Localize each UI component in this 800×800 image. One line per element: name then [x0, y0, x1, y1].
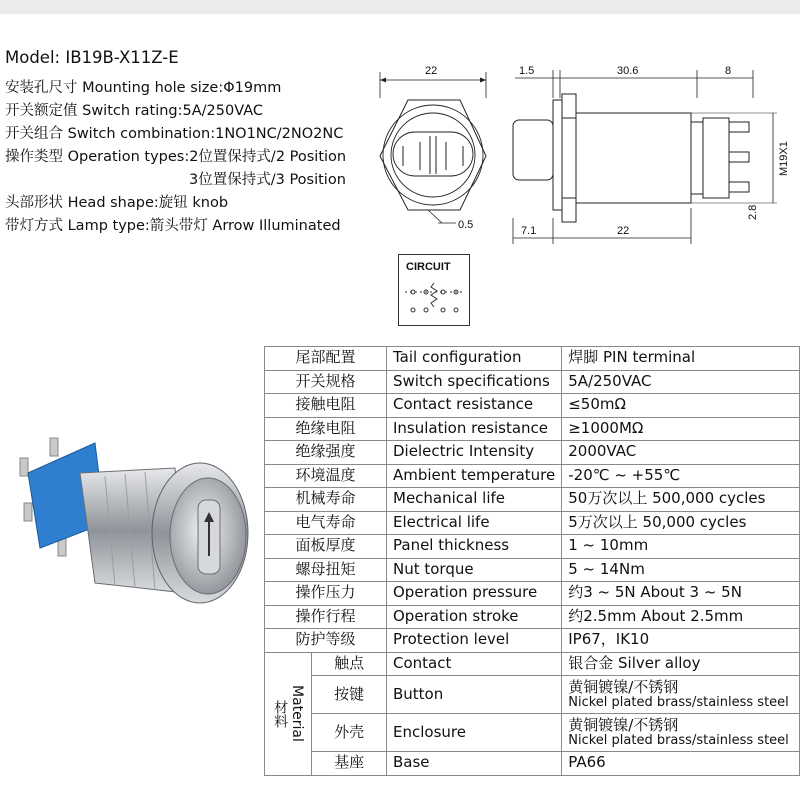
circuit-label: CIRCUIT — [406, 261, 451, 273]
table-row — [265, 394, 800, 418]
row-value: IP67，IK10 — [562, 629, 800, 653]
row-value: -20℃ ~ +55℃ — [562, 464, 800, 488]
row-label-en: Operation stroke — [387, 605, 562, 629]
row-value: 焊脚 PIN terminal — [562, 347, 800, 371]
row-label-cn: 绝缘电阻 — [265, 417, 387, 441]
table-row — [265, 535, 800, 559]
dim-side-body: 30.6 — [617, 65, 639, 77]
row-label-cn: 尾部配置 — [265, 347, 387, 371]
table-row — [265, 605, 800, 629]
row-label-cn: 防护等级 — [265, 629, 387, 653]
row-value: 5 ~ 14Nm — [562, 558, 800, 582]
material-value-en: Nickel plated brass/stainless steel — [568, 732, 789, 748]
material-row — [265, 714, 800, 752]
spec-combination: 开关组合 Switch combination:1NO1NC/2NO2NC — [5, 126, 344, 142]
material-value: 银合金 Silver alloy — [562, 652, 800, 676]
table-row — [265, 441, 800, 465]
table-row — [265, 488, 800, 512]
row-label-en: Mechanical life — [387, 488, 562, 512]
dim-head-length: 7.1 — [521, 225, 537, 237]
material-label-cn: 触点 — [312, 652, 387, 676]
material-value: PA66 — [562, 752, 800, 776]
spec-lamp: 带灯方式 Lamp type:箭头带灯 Arrow Illuminated — [5, 218, 341, 234]
material-row — [265, 676, 800, 714]
table-row — [265, 417, 800, 441]
row-value: 约3 ~ 5N About 3 ~ 5N — [562, 582, 800, 606]
row-label-cn: 操作压力 — [265, 582, 387, 606]
material-value-cn: 黄铜镀镍/不锈钢 — [568, 715, 679, 734]
table-row — [265, 629, 800, 653]
material-label-cn: 外壳 — [312, 714, 387, 752]
spec-rating: 开关额定值 Switch rating:5A/250VAC — [5, 103, 263, 119]
material-group-en: Material — [288, 685, 305, 742]
row-label-cn: 面板厚度 — [265, 535, 387, 559]
table-row — [265, 511, 800, 535]
spec-operation-cont: 3位置保持式/3 Position — [189, 172, 346, 188]
row-value: ≥1000MΩ — [562, 417, 800, 441]
dim-thread: M19X1 — [778, 141, 790, 176]
material-label-cn: 按键 — [312, 676, 387, 714]
dim-front-width: 22 — [425, 65, 438, 77]
row-label-en: Insulation resistance — [387, 417, 562, 441]
row-label-en: Ambient temperature — [387, 464, 562, 488]
front-view-drawing — [368, 58, 498, 253]
model-title: Model: IB19B-X11Z-E — [5, 48, 179, 67]
material-value — [562, 714, 800, 752]
row-label-en: Electrical life — [387, 511, 562, 535]
row-label-cn: 螺母扭矩 — [265, 558, 387, 582]
row-value: 5万次以上 50,000 cycles — [562, 511, 800, 535]
spec-operation: 操作类型 Operation types:2位置保持式/2 Position — [5, 149, 347, 165]
row-label-cn: 操作行程 — [265, 605, 387, 629]
material-value — [562, 676, 800, 714]
material-row — [265, 752, 800, 776]
row-label-en: Dielectric Intensity — [387, 441, 562, 465]
row-label-cn: 绝缘强度 — [265, 441, 387, 465]
circuit-diagram — [398, 254, 470, 326]
material-row — [265, 652, 800, 676]
side-view-drawing — [505, 58, 800, 253]
row-label-en: Operation pressure — [387, 582, 562, 606]
row-value: 5A/250VAC — [562, 370, 800, 394]
table-row — [265, 464, 800, 488]
material-label-en: Contact — [387, 652, 562, 676]
spec-mounting: 安装孔尺寸 Mounting hole size:Φ19mm — [5, 80, 282, 96]
row-label-cn: 环境温度 — [265, 464, 387, 488]
dim-side-terminal: 8 — [725, 65, 732, 77]
material-group-label — [265, 652, 312, 775]
table-row — [265, 558, 800, 582]
material-value-en: Nickel plated brass/stainless steel — [568, 694, 789, 710]
row-label-en: Nut torque — [387, 558, 562, 582]
material-label-en: Base — [387, 752, 562, 776]
row-value: ≤50mΩ — [562, 394, 800, 418]
row-label-cn: 机械寿命 — [265, 488, 387, 512]
material-label-en: Button — [387, 676, 562, 714]
row-label-en: Tail configuration — [387, 347, 562, 371]
row-value: 约2.5mm About 2.5mm — [562, 605, 800, 629]
row-label-en: Contact resistance — [387, 394, 562, 418]
material-group-cn: 材料 — [272, 699, 289, 728]
spec-head: 头部形状 Head shape:旋钮 knob — [5, 195, 229, 211]
dim-front-offset: 0.5 — [458, 219, 474, 231]
material-label-en: Enclosure — [387, 714, 562, 752]
row-value: 2000VAC — [562, 441, 800, 465]
dim-terminal-gap: 2.8 — [747, 204, 759, 220]
table-row — [265, 370, 800, 394]
row-value: 50万次以上 500,000 cycles — [562, 488, 800, 512]
product-photo — [10, 418, 260, 628]
row-label-en: Switch specifications — [387, 370, 562, 394]
material-label-cn: 基座 — [312, 752, 387, 776]
row-label-cn: 接触电阻 — [265, 394, 387, 418]
spec-table — [264, 346, 800, 776]
dim-bottom-length: 22 — [617, 225, 630, 237]
dim-side-flange: 1.5 — [519, 65, 535, 77]
row-label-cn: 电气寿命 — [265, 511, 387, 535]
row-value: 1 ~ 10mm — [562, 535, 800, 559]
row-label-cn: 开关规格 — [265, 370, 387, 394]
table-row — [265, 347, 800, 371]
material-value-cn: 黄铜镀镍/不锈钢 — [568, 677, 679, 696]
row-label-en: Panel thickness — [387, 535, 562, 559]
row-label-en: Protection level — [387, 629, 562, 653]
top-band — [0, 0, 800, 14]
table-row — [265, 582, 800, 606]
